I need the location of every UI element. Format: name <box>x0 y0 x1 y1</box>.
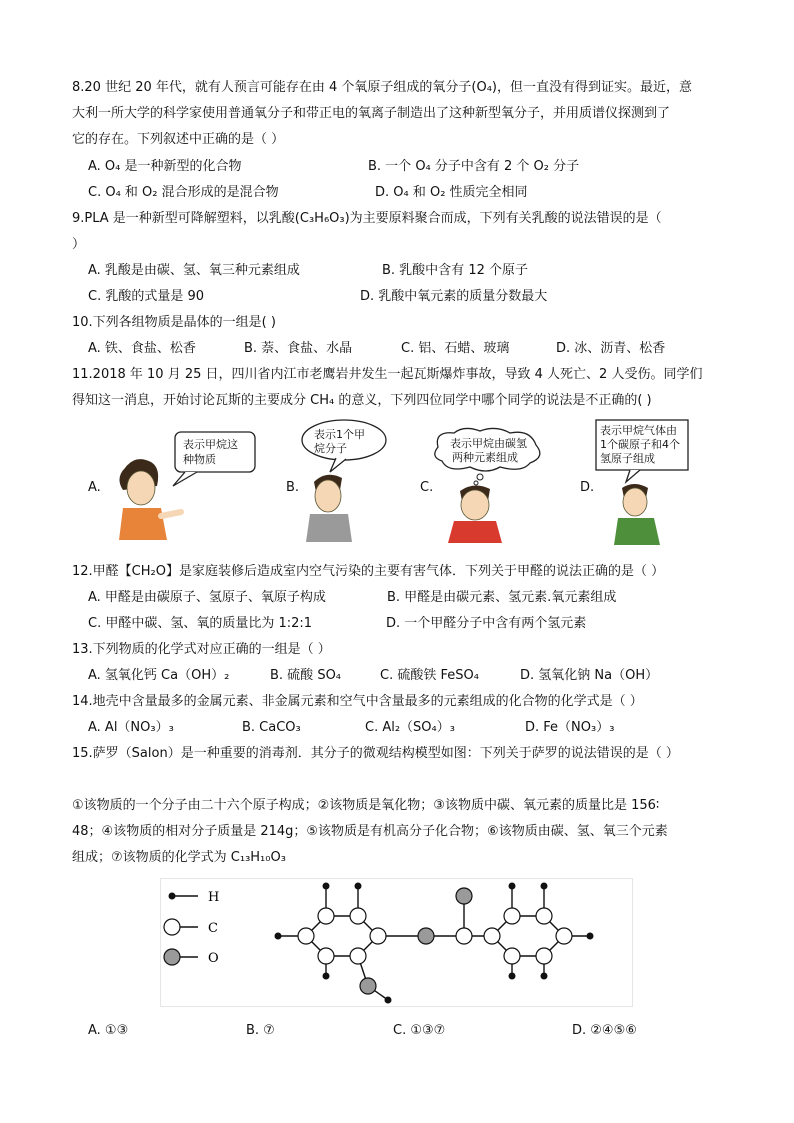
shirt-b <box>306 514 352 542</box>
q13-option-a[interactable]: A. 氢氧化钙 Ca（OH）₂ <box>88 668 230 683</box>
q9-option-a[interactable]: A. 乳酸是由碳、氢、氧三种元素组成 <box>88 263 300 278</box>
student-b-illustration <box>300 418 410 543</box>
q9-option-d[interactable]: D. 乳酸中氧元素的质量分数最大 <box>360 289 548 304</box>
oxygen-atom <box>360 978 376 994</box>
q10-stem: 10.下列各组物质是晶体的一组是( ) <box>72 315 276 330</box>
q9-option-b[interactable]: B. 乳酸中含有 12 个原子 <box>382 263 528 278</box>
q15-stem: 15.萨罗（Salon）是一种重要的消毒剂．其分子的微观结构模型如图：下列关于萨罗的说法错误的是（ ） <box>72 746 679 761</box>
q8-stem-line2: 大利一所大学的科学家使用普通氧分子和带正电的氧离子制造出了这种新型氧分子，并用质谱仪探测到了 <box>72 106 671 121</box>
shirt-a <box>119 508 167 540</box>
carbon-atom <box>318 948 334 964</box>
hydrogen-atom <box>323 883 330 890</box>
bubble-c-line1: 表示甲烷由碳氢 <box>450 437 527 450</box>
face-b <box>315 480 341 512</box>
carbon-atom <box>456 928 472 944</box>
q15-option-d[interactable]: D. ②④⑤⑥ <box>572 1023 637 1038</box>
q8-option-b[interactable]: B. 一个 O₄ 分子中含有 2 个 O₂ 分子 <box>368 159 580 174</box>
speech-bubble-a-tail <box>173 472 197 486</box>
q12-stem: 12.甲醛【CH₂O】是家庭装修后造成室内空气污染的主要有害气体．下列关于甲醛的说法正确的是（ ） <box>72 564 665 579</box>
hydrogen-atom <box>509 973 516 980</box>
hydrogen-atom <box>541 973 548 980</box>
thought-dot-1 <box>477 474 483 480</box>
hydrogen-atom <box>509 883 516 890</box>
q11-option-b-label[interactable]: B. <box>286 480 300 495</box>
q8-option-a[interactable]: A. O₄ 是一种新型的化合物 <box>88 159 242 174</box>
q14-option-a[interactable]: A. Al（NO₃）₃ <box>88 720 174 735</box>
bubble-a-line2: 种物质 <box>183 453 216 466</box>
q8-option-c[interactable]: C. O₄ 和 O₂ 混合形成的是混合物 <box>88 185 279 200</box>
hydrogen-atom <box>355 883 362 890</box>
legend-o-label: O <box>208 951 219 966</box>
q15-statements-line3: 组成；⑦该物质的化学式为 C₁₃H₁₀O₃ <box>72 850 286 865</box>
hydrogen-atom <box>323 973 330 980</box>
carbon-atom <box>536 908 552 924</box>
hydrogen-atom <box>541 883 548 890</box>
carbon-atom <box>318 908 334 924</box>
q13-option-c[interactable]: C. 硫酸铁 FeSO₄ <box>380 668 479 683</box>
shirt-d <box>614 518 660 545</box>
carbon-atom <box>350 908 366 924</box>
thought-dot-2 <box>474 481 478 485</box>
q10-option-d[interactable]: D. 冰、沥青、松香 <box>556 341 666 356</box>
hydrogen-atom <box>587 933 594 940</box>
q12-option-b[interactable]: B. 甲醛是由碳元素、氢元素.氧元素组成 <box>387 590 617 605</box>
carbon-atom <box>298 928 314 944</box>
molecule-structure <box>275 883 594 1004</box>
speech-bubble-b-tail <box>330 458 346 472</box>
legend-o-atom <box>164 949 180 965</box>
bubble-b-line2: 烷分子 <box>314 442 347 455</box>
q11-option-c-label[interactable]: C. <box>420 480 434 495</box>
carbon-atom <box>370 928 386 944</box>
student-c-illustration <box>430 425 555 543</box>
q15-option-a[interactable]: A. ①③ <box>88 1023 129 1038</box>
q15-option-c[interactable]: C. ①③⑦ <box>393 1023 446 1038</box>
bubble-a-line1: 表示甲烷这 <box>183 438 238 451</box>
bubble-c-line2: 两种元素组成 <box>452 451 518 464</box>
q9-stem-line1: 9.PLA 是一种新型可降解塑料，以乳酸(C₃H₆O₃)为主要原料聚合而成，下列有关乳酸的说法错误的是（ <box>72 211 662 226</box>
oxygen-atom <box>456 888 472 904</box>
carbon-atom <box>484 928 500 944</box>
speech-bubble-d-tail <box>626 470 640 482</box>
q9-option-c[interactable]: C. 乳酸的式量是 90 <box>88 289 205 304</box>
q14-stem: 14.地壳中含量最多的金属元素、非金属元素和空气中含量最多的元素组成的化合物的化学式是（ ） <box>72 694 643 709</box>
legend-h-atom <box>169 893 176 900</box>
bubble-b-line1: 表示1个甲 <box>314 428 365 441</box>
hydrogen-atom <box>275 933 282 940</box>
q13-option-d[interactable]: D. 氢氧化钠 Na（OH） <box>520 668 659 683</box>
shirt-c <box>448 521 502 543</box>
carbon-atom <box>536 948 552 964</box>
face-c <box>461 490 489 520</box>
legend-c-atom <box>164 919 180 935</box>
q11-option-a-label[interactable]: A. <box>88 480 101 495</box>
carbon-atom <box>504 948 520 964</box>
student-d-illustration <box>592 418 692 546</box>
arm-a <box>161 512 181 516</box>
q13-stem: 13.下列物质的化学式对应正确的一组是（ ） <box>72 642 331 657</box>
student-a-illustration <box>105 428 280 543</box>
oxygen-atom <box>418 928 434 944</box>
face-d <box>623 488 647 516</box>
q14-option-c[interactable]: C. Al₂（SO₄）₃ <box>365 720 455 735</box>
hydrogen-atom <box>385 997 392 1004</box>
bubble-d-line3: 氢原子组成 <box>600 452 655 465</box>
q11-stem-line2: 得知这一消息，开始讨论瓦斯的主要成分 CH₄ 的意义，下列四位同学中哪个同学的说法是不正确的( ) <box>72 393 652 408</box>
carbon-atom <box>350 948 366 964</box>
bubble-d-line2: 1个碳原子和4个 <box>600 438 680 451</box>
q15-option-b[interactable]: B. ⑦ <box>246 1023 275 1038</box>
q15-statements-line1: ①该物质的一个分子由二十六个原子构成；②该物质是氧化物；③该物质中碳、氧元素的质量比是 156∶ <box>72 798 660 813</box>
q15-statements-line2: 48；④该物质的相对分子质量是 214g；⑤该物质是有机高分子化合物；⑥该物质由碳、氢、氧三个元素 <box>72 824 668 839</box>
q14-option-d[interactable]: D. Fe（NO₃）₃ <box>525 720 615 735</box>
face-a <box>127 471 155 505</box>
q8-stem-line3: 它的存在。下列叙述中正确的是（ ） <box>72 132 285 147</box>
q10-option-a[interactable]: A. 铁、食盐、松香 <box>88 341 196 356</box>
q10-option-b[interactable]: B. 萘、食盐、水晶 <box>244 341 353 356</box>
q12-option-c[interactable]: C. 甲醛中碳、氢、氧的质量比为 1:2:1 <box>88 616 313 631</box>
q10-option-c[interactable]: C. 铝、石蜡、玻璃 <box>401 341 510 356</box>
q11-option-d-label[interactable]: D. <box>580 480 595 495</box>
q11-stem-line1: 11.2018 年 10 月 25 日，四川省内江市老鹰岩井发生一起瓦斯爆炸事故，导致 4 人死亡、2 人受伤。同学们 <box>72 367 703 382</box>
legend-c-label: C <box>208 921 218 936</box>
q8-option-d[interactable]: D. O₄ 和 O₂ 性质完全相同 <box>375 185 528 200</box>
q14-option-b[interactable]: B. CaCO₃ <box>242 720 301 735</box>
q8-stem-line1: 8.20 世纪 20 年代，就有人预言可能存在由 4 个氧原子组成的氧分子(O₄)，但一直没有得到证实。最近，意 <box>72 80 693 95</box>
carbon-atom <box>504 908 520 924</box>
legend-h-label: H <box>208 890 220 905</box>
bubble-d-line1: 表示甲烷气体由 <box>600 424 677 437</box>
carbon-atom <box>556 928 572 944</box>
salol-molecule-diagram <box>160 878 635 1008</box>
q12-option-d[interactable]: D. 一个甲醛分子中含有两个氢元素 <box>386 616 587 631</box>
q12-option-a[interactable]: A. 甲醛是由碳原子、氢原子、氧原子构成 <box>88 590 326 605</box>
q9-stem-line2: ） <box>72 237 86 252</box>
q13-option-b[interactable]: B. 硫酸 SO₄ <box>270 668 342 683</box>
